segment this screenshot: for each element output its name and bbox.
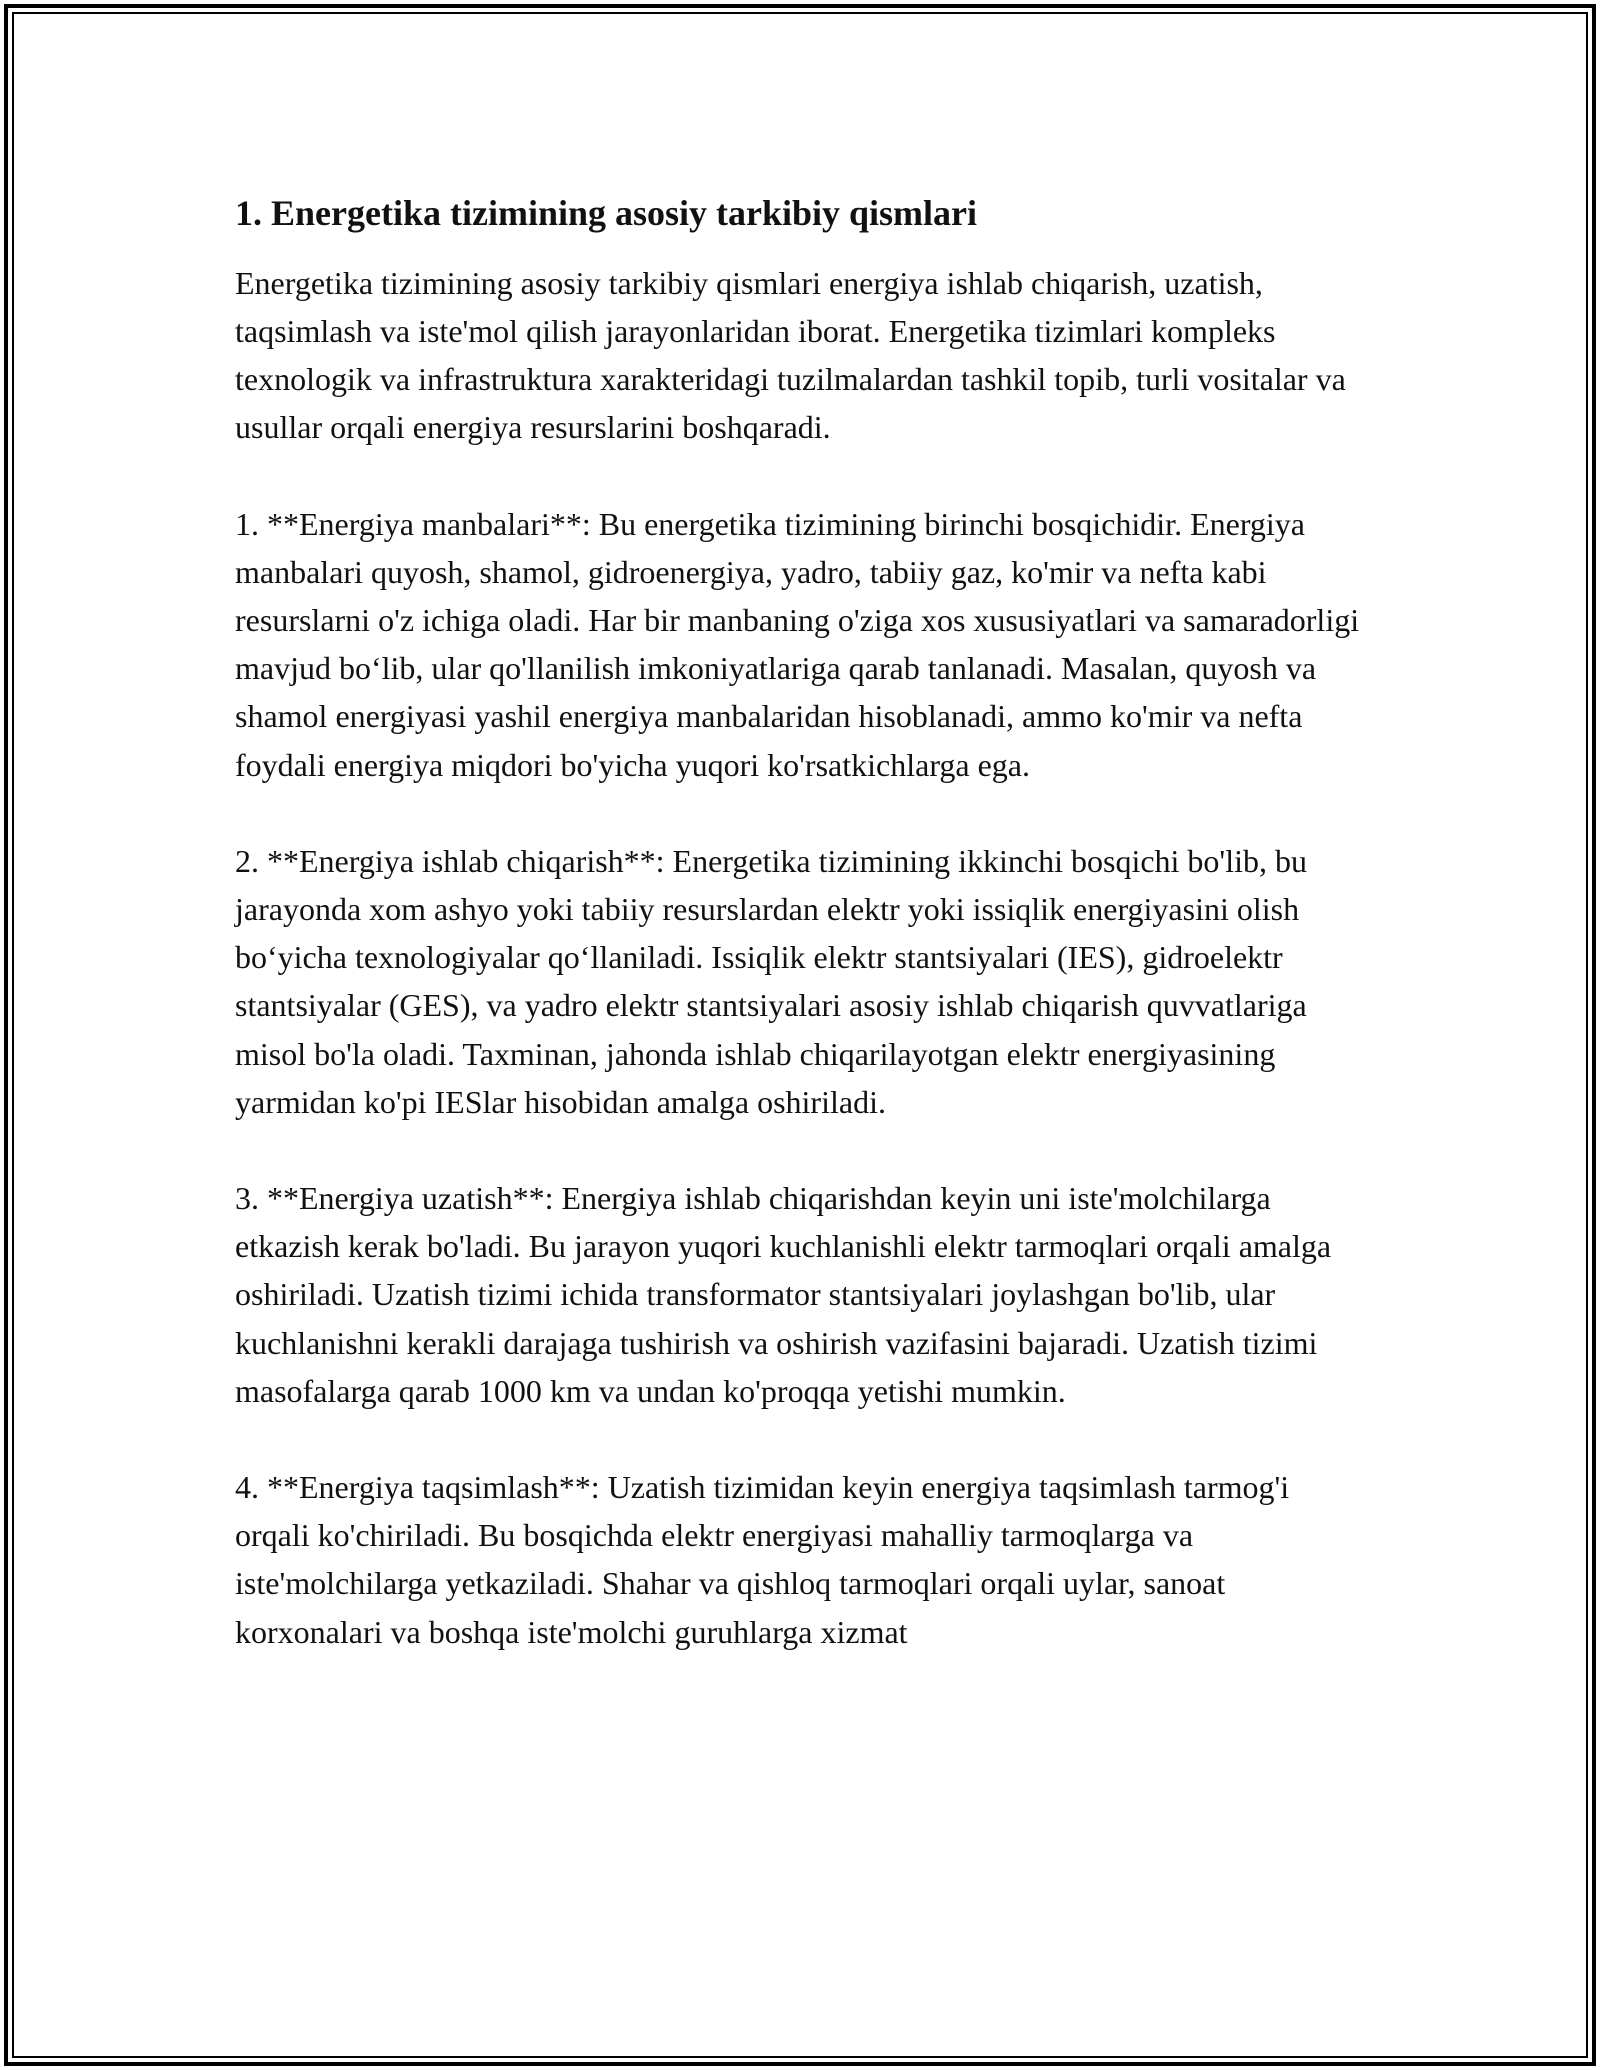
paragraph-energy-sources: 1. **Energiya manbalari**: Bu energetika tizimining birinchi bosqichidir. Energiya manbalari quyosh, shamol, gidroenergiya, yadro, tabiiy gaz, ko'mir va nefta kabi resurslarni o'z ichiga oladi. Har bir manbaning o'ziga xos xususiyatlari va samaradorligi mavjud bo‘lib, ular qo'llanilish imkoniyatlariga qarab tanlanadi. Masalan, quyosh va shamol energiyasi yashil energiya manbalaridan hisoblanadi, ammo ko'mir va nefta foydali energiya miqdori bo'yicha yuqori ko'rsatkichlarga ega. [235,505,1360,783]
section-heading: 1. Energetika tizimining asosiy tarkibiy qismlari [235,193,978,233]
paragraph-energy-transmission: 3. **Energiya uzatish**: Energiya ishlab chiqarishdan keyin uni iste'molchilarga etkazish kerak bo'ladi. Bu jarayon yuqori kuchlanishli elektr tarmoqlari orqali amalga oshiriladi. Uzatish tizimi ichida transformator stantsiyalari joylashgan bo'lib, ular kuchlanishni kerakli darajaga tushirish va oshirish vazifasini bajaradi. Uzatish tizimi masofalarga qarab 1000 km va undan ko'proqqa yetishi mumkin. [235,1180,1332,1409]
paragraph-energy-distribution: 4. **Energiya taqsimlash**: Uzatish tizimidan keyin energiya taqsimlash tarmog'i orqali ko'chiriladi. Bu bosqichda elektr energiyasi mahalliy tarmoqlarga va iste'molchilarga yetkaziladi. Shahar va qishloq tarmoqlari orqali uylar, sanoat korxonalari va boshqa iste'molchi guruhlarga xizmat [235,1469,1290,1650]
intro-paragraph: Energetika tizimining asosiy tarkibiy qismlari energiya ishlab chiqarish, uzatish, taqsimlash va iste'mol qilish jarayonlaridan iborat. Energetika tizimlari kompleks texnologik va infrastruktura xarakteridagi tuzilmalardan tashkil topib, turli vositalar va usullar orqali energiya resurslarini boshqaradi. [235,264,1346,446]
document-body [235,180,1365,1704]
paragraph-energy-production: 2. **Energiya ishlab chiqarish**: Energetika tizimining ikkinchi bosqichi bo'lib, bu jarayonda xom ashyo yoki tabiiy resurslardan elektr yoki issiqlik energiyasini olish bo‘yicha texnologiyalar qo‘llaniladi. Issiqlik elektr stantsiyalari (IES), gidroelektr stantsiyalar (GES), va yadro elektr stantsiyalari asosiy ishlab chiqarish quvvatlariga misol bo'la oladi. Taxminan, jahonda ishlab chiqarilayotgan elektr energiyasining yarmidan ko'pi IESlar hisobidan amalga oshiriladi. [235,842,1307,1120]
